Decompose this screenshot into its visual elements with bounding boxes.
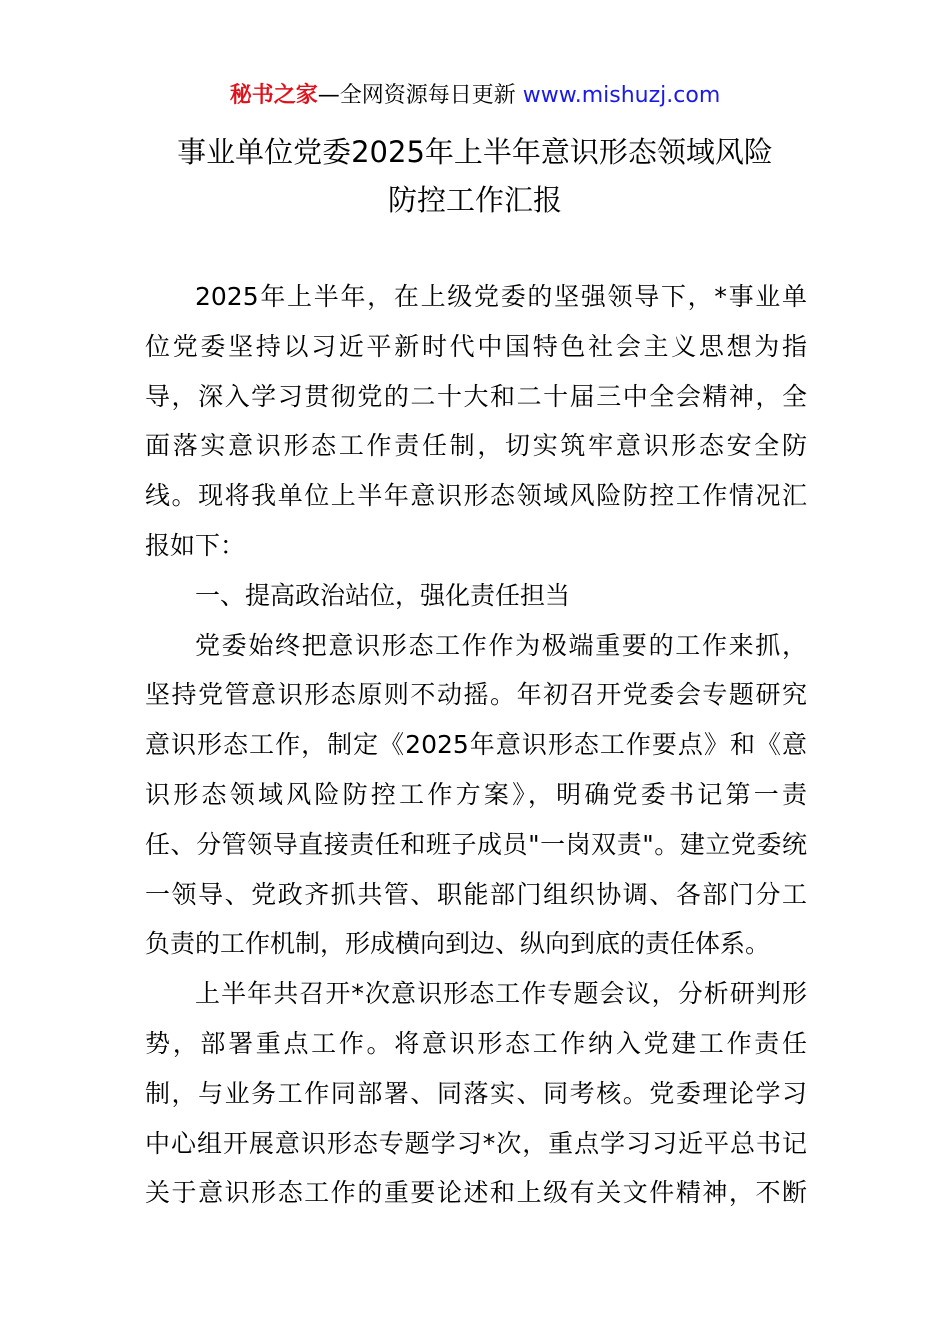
document-title [120, 128, 830, 224]
body-line: 坚持党管意识形态原则不动摇。年初召开党委会专题研究 [145, 680, 807, 710]
body-line: 关于意识形态工作的重要论述和上级有关文件精神，不断 [145, 1178, 807, 1208]
body-line: 识形态领域风险防控工作方案》，明确党委书记第一责 [145, 779, 807, 809]
body-line: 党委始终把意识形态工作作为极端重要的工作来抓， [195, 630, 807, 660]
body-line: 报如下： [145, 530, 246, 560]
body-line: 上半年共召开*次意识形态工作专题会议，分析研判形 [195, 979, 807, 1009]
title-line-1: 事业单位党委2025年上半年意识形态领域风险 [177, 135, 773, 169]
site-url-link[interactable]: www.mishuzj.com [522, 83, 721, 108]
body-line: 位党委坚持以习近平新时代中国特色社会主义思想为指 [145, 331, 807, 361]
title-line-2: 防控工作汇报 [387, 183, 562, 217]
body-line: 中心组开展意识形态专题学习*次，重点学习习近平总书记 [145, 1128, 807, 1158]
body-line: 任、分管领导直接责任和班子成员"一岗双责"。建立党委统 [145, 829, 807, 859]
body-line: 制，与业务工作同部署、同落实、同考核。党委理论学习 [145, 1078, 807, 1108]
body-line: 面落实意识形态工作责任制，切实筑牢意识形态安全防 [145, 431, 807, 461]
document-body [145, 272, 807, 1218]
body-line: 势，部署重点工作。将意识形态工作纳入党建工作责任 [145, 1028, 807, 1058]
site-header [0, 80, 950, 112]
body-line: 意识形态工作，制定《2025年意识形态工作要点》和《意 [145, 730, 807, 760]
header-tagline: —全网资源每日更新 [317, 83, 523, 108]
body-line: 负责的工作机制，形成横向到边、纵向到底的责任体系。 [145, 929, 771, 959]
body-line: 一领导、党政齐抓共管、职能部门组织协调、各部门分工 [145, 879, 807, 909]
body-line: 导，深入学习贯彻党的二十大和二十届三中全会精神，全 [145, 381, 807, 411]
section-heading: 一、提高政治站位，强化责任担当 [195, 580, 571, 610]
body-line: 2025年上半年，在上级党委的坚强领导下，*事业单 [195, 282, 807, 311]
brand-name: 秘书之家 [229, 83, 318, 108]
body-line: 线。现将我单位上半年意识形态领域风险防控工作情况汇 [145, 481, 807, 511]
